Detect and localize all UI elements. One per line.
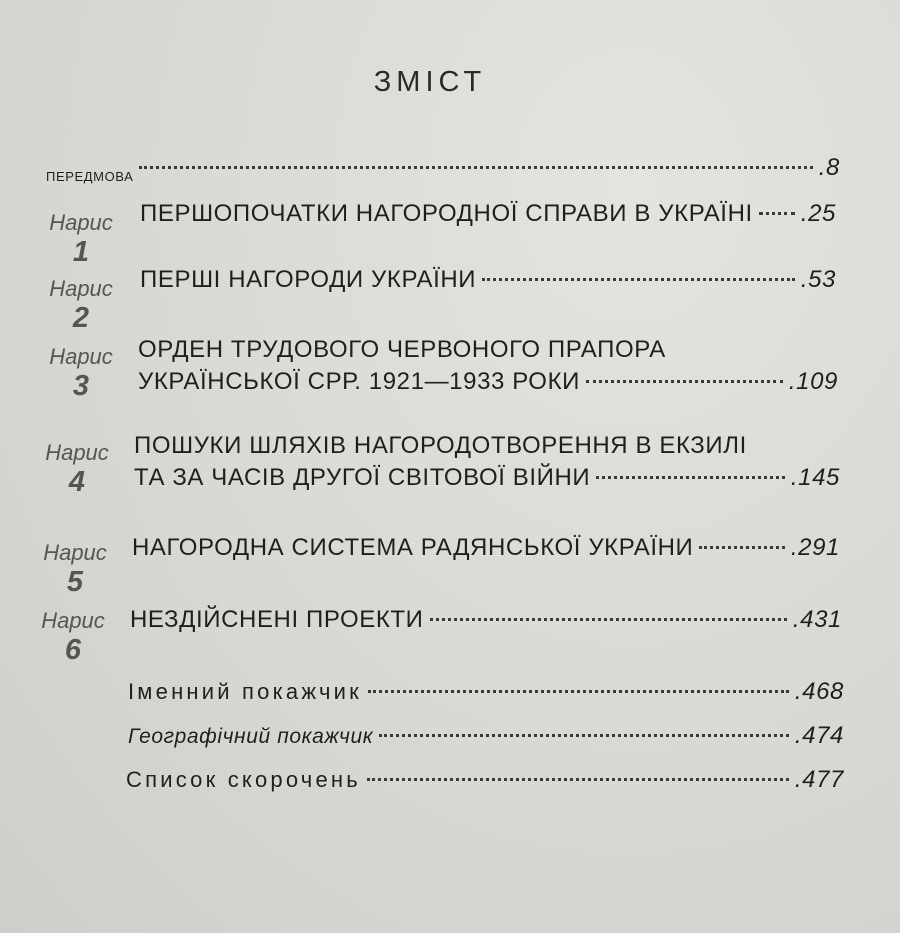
- leader-dots: [139, 166, 812, 169]
- essay-label-word: Нарис: [43, 540, 107, 565]
- toc-entry-essay-1[interactable]: [140, 200, 836, 228]
- essay-label-3: [46, 344, 116, 402]
- essay-label-5: [40, 540, 110, 598]
- entry-title-line-2: УКРАЇНСЬКОЇ СРР. 1921—1933 РОКИ: [138, 368, 581, 395]
- entry-title: НАГОРОДНА СИСТЕМА РАДЯНСЬКОЇ УКРАЇНИ: [132, 534, 694, 561]
- page-number: .53: [800, 266, 836, 293]
- page-number: .431: [792, 606, 842, 633]
- toc-entry-essay-5[interactable]: [132, 534, 840, 562]
- entry-title: Географічний покажчик: [128, 725, 374, 748]
- leader-dots: [596, 476, 785, 479]
- page-number: .477: [794, 766, 844, 793]
- essay-label-number: 6: [64, 634, 82, 666]
- essay-label-number: 2: [72, 302, 90, 334]
- leader-dots: [368, 690, 789, 693]
- essay-label-word: Нарис: [45, 440, 109, 465]
- leader-dots: [586, 380, 783, 383]
- page-number: .291: [790, 534, 840, 561]
- entry-title: НЕЗДІЙСНЕНІ ПРОЕКТИ: [130, 606, 424, 633]
- leader-dots: [367, 778, 789, 781]
- page-number: .25: [800, 200, 836, 227]
- page-title: ЗМІСТ: [373, 66, 487, 98]
- essay-label-number: 4: [68, 466, 86, 498]
- entry-title: ПЕРШІ НАГОРОДИ УКРАЇНИ: [140, 266, 477, 293]
- entry-title-line-1: ПОШУКИ ШЛЯХІВ НАГОРОДОТВОРЕННЯ В ЕКЗИЛІ: [134, 432, 747, 459]
- essay-label-2: [46, 276, 116, 334]
- toc-entry-abbreviations[interactable]: [126, 766, 844, 794]
- leader-dots: [759, 212, 795, 215]
- essay-label-number: 5: [66, 566, 84, 598]
- toc-entry-essay-4[interactable]: [134, 464, 840, 492]
- entry-title: ПЕРШОПОЧАТКИ НАГОРОДНОЇ СПРАВИ В УКРАЇНІ: [140, 200, 753, 227]
- essay-label-word: Нарис: [49, 276, 113, 301]
- entry-title: Іменний покажчик: [128, 679, 362, 704]
- toc-entry-essay-3[interactable]: [138, 368, 838, 396]
- toc-entry-essay-6[interactable]: [130, 606, 842, 634]
- preface-label: ПЕРЕДМОВА: [46, 169, 134, 184]
- leader-dots: [379, 734, 789, 737]
- page-number: .8: [818, 154, 840, 181]
- entry-title: Список скорочень: [126, 767, 361, 792]
- page-number: .145: [790, 464, 840, 491]
- page-number: .109: [788, 368, 838, 395]
- toc-entry-name-index[interactable]: [128, 678, 844, 706]
- essay-label-4: [42, 440, 112, 498]
- page-number: .474: [794, 722, 844, 749]
- leader-dots: [699, 546, 784, 549]
- essay-label-number: 3: [72, 370, 90, 402]
- entry-title-line-2: ТА ЗА ЧАСІВ ДРУГОЇ СВІТОВОЇ ВІЙНИ: [134, 464, 591, 491]
- entry-title-line-1: ОРДЕН ТРУДОВОГО ЧЕРВОНОГО ПРАПОРА: [138, 336, 666, 363]
- leader-dots: [430, 618, 787, 621]
- essay-label-number: 1: [72, 236, 90, 268]
- essay-label-word: Нарис: [41, 608, 105, 633]
- leader-dots: [482, 278, 795, 281]
- essay-label-word: Нарис: [49, 344, 113, 369]
- toc-entry-essay-2[interactable]: [140, 266, 836, 294]
- toc-entry-preface[interactable]: [46, 154, 840, 182]
- toc-entry-geographic-index[interactable]: [128, 722, 844, 750]
- essay-label-6: [38, 608, 108, 666]
- essay-label-1: [46, 210, 116, 268]
- essay-label-word: Нарис: [49, 210, 113, 235]
- page-number: .468: [794, 678, 844, 705]
